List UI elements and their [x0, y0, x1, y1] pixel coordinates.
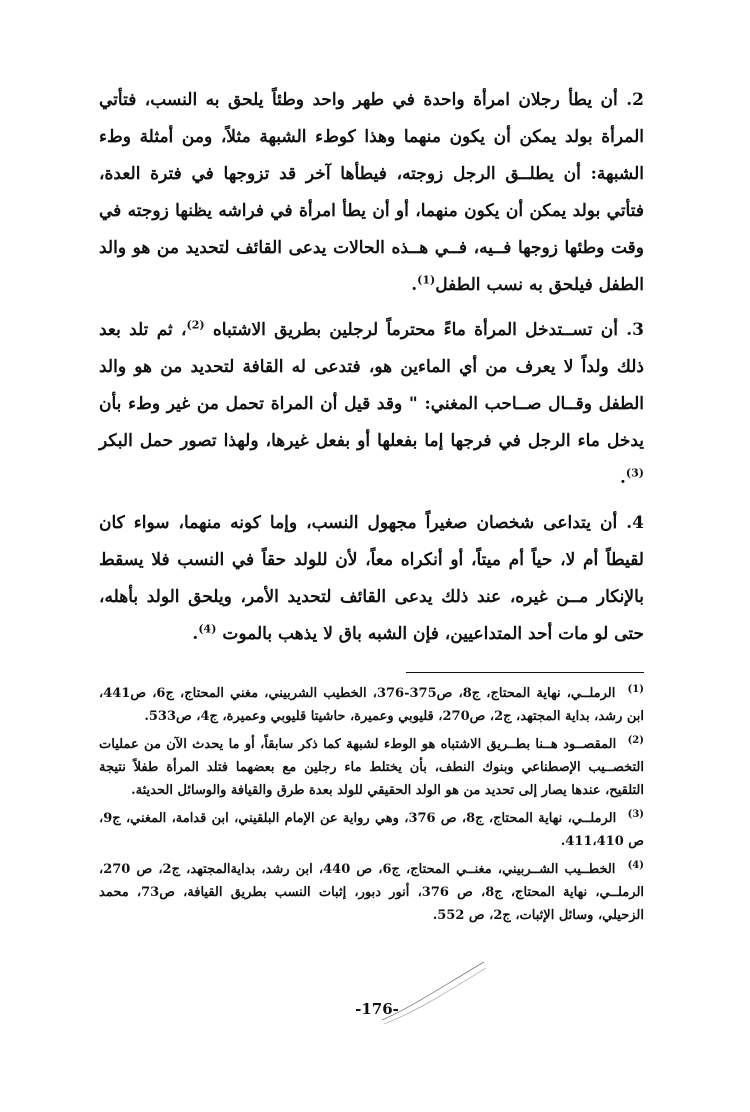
footnote-number: (2)	[627, 734, 644, 746]
footnote-ref: (3)	[625, 466, 644, 480]
footnote-ref: (2)	[186, 318, 205, 332]
paragraph-end: .	[411, 275, 418, 295]
item-number: 3.	[626, 320, 644, 340]
paragraph-text: أن تســتدخل المرأة ماءً محترماً لرجلين بطريق الاشتباه	[212, 320, 618, 340]
paragraph-end: .	[192, 624, 199, 644]
item-number: 4.	[626, 513, 645, 533]
footnote-4	[99, 858, 644, 927]
body-text	[99, 82, 644, 661]
footnote-text: الرملــي، نهاية المحتاج، ج8، ص375-376، الخطيب الشربيني، مغني المحتاج، ج6، ص441، ابن رشد، بداية المجتهد، ج2، ص270، قليوبي وعميرة، حاشيتا قليوبي وعميرة، ج4، ص533.	[99, 686, 644, 724]
paragraph-2	[99, 82, 644, 304]
footnote-ref: (4)	[198, 622, 217, 636]
footnotes	[99, 682, 644, 932]
footnote-divider	[406, 672, 644, 673]
footnote-text: المقصــود هــنا بطــريق الاشتباه هو الوطء لشبهة كما ذكر سابقاً، أو ما يحدث الآن من عمليات التخصــيب الإصطناعي وبنوك النطف، بأن يختلط ماء رجلين مع بعضهما فتلد المرأة طفلاً نتيجة التلقيح، عندها يصار إلى تحديد من هو الولد الحقيقي للولد بعدة طرق والقيافة والوسائل الحديثة.	[99, 737, 644, 798]
page-number: -176-	[355, 1000, 399, 1018]
footnote-text: الخطــيب الشــربيني، مغنــي المحتاج، ج6، ص 440، ابن رشد، بدايةالمجتهد، ج2، ص 270، الرملــي، نهاية المحتاج، ج8، ص 376، أنور دبور، إثبات النسب بطريق القيافة، ص73، محمد الزحيلي، وسائل الإثبات، ج2، ص 552.	[99, 862, 645, 923]
footnote-1	[99, 682, 644, 728]
paragraph-4	[99, 505, 644, 653]
footnote-number: (4)	[627, 859, 644, 871]
paragraph-text: أن يطأ رجلان امرأة واحدة في طهر واحد وطئاً يلحق به النسب، فتأتي المرأة بولد يمكن أن يكون منهما وهذا كوطء الشبهة مثلاً، ومن أمثلة وطء الشبهة: أن يطلــق الرجل زوجته، فيطأها آخر قد تزوجها في فترة العدة، فتأتي بولد يمكن أن يكون منهما، أو أن يطأ امرأة في فراشه يظنها زوجته في وقت وطئها زوجها فــيه، فــي هــذه الحالات يدعى القائف لتحديد من هو والد الطفل فيلحق به نسب الطفل	[99, 90, 644, 295]
footnote-number: (1)	[627, 683, 644, 695]
footnote-2	[99, 733, 644, 802]
paragraph-3	[99, 312, 644, 497]
footnote-3	[99, 807, 644, 853]
paragraph-end: .	[619, 468, 626, 488]
footnote-text: الرملــي، نهاية المحتاج، ج8، ص 376، وهي رواية عن الإمام البلقيني، ابن قدامة، المغني، ج9، ص 411،410.	[99, 811, 644, 849]
paragraph-text: أن يتداعى شخصان صغيراً مجهول النسب، وإما كونه منهما، سواء كان لقيطاً أم لا، حياً أم ميتاً، أو أنكراه معاً، لأن للولد حقاً في النسب فلا يسقط بالإنكار مــن غيره، عند ذلك يدعى القائف لتحديد الأمر، ويلحق الولد بأهله، حتى لو مات أحد المتداعيين، فإن الشبه باق لا يذهب بالموت	[99, 513, 644, 644]
footnote-number: (3)	[627, 808, 645, 820]
item-number: 2.	[626, 90, 644, 110]
footnote-ref: (1)	[417, 273, 436, 287]
paragraph-text: ، ثم تلد بعد ذلك ولداً لا يعرف من أي الماءين هو، فتدعى له القافة لتحديد من هو والد الطفل وقــال صــاحب المغني: " وقد قيل أن المراة تحمل من غير وطء بأن يدخل ماء الرجل في فرجها إما بفعلها أو بفعل غيرها، ولهذا تصور حمل البكر	[99, 320, 644, 451]
